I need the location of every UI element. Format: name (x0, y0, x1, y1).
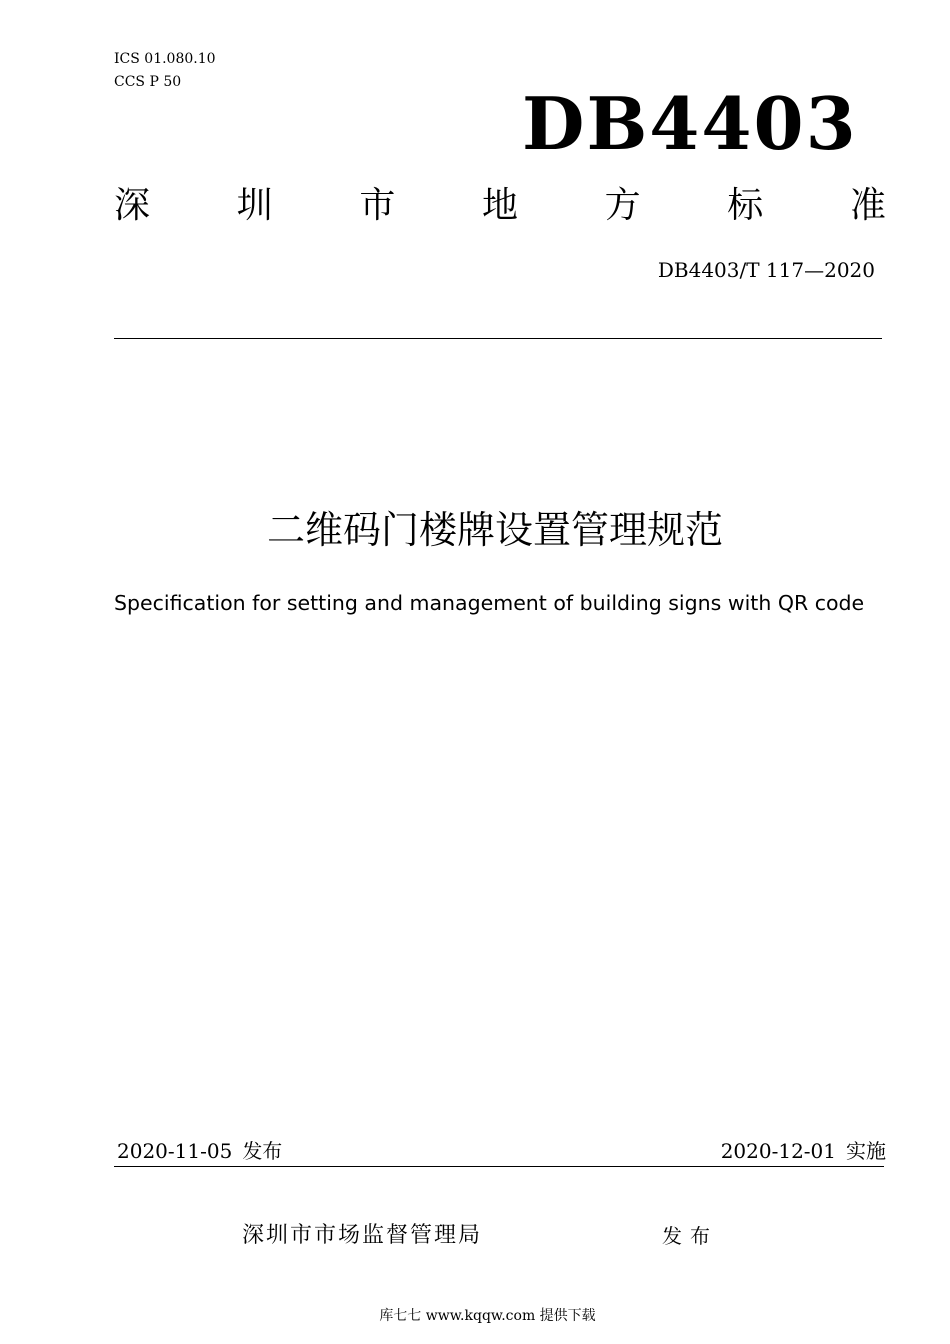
issuer-name: 深圳市市场监督管理局 (242, 1223, 483, 1248)
standard-type-char: 准 (849, 185, 886, 226)
standard-type-char: 深 (114, 185, 151, 226)
issue-label: 发布 (242, 1139, 283, 1163)
issuer-action: 发布 (662, 1224, 718, 1248)
standard-type (114, 182, 886, 230)
standard-number: DB4403/T 117—2020 (657, 258, 875, 282)
implementation-date-block (721, 1136, 886, 1166)
standard-logo: DB4403 (522, 81, 858, 166)
title-english: Specification for setting and management of building signs with QR code (114, 591, 865, 615)
standard-type-char: 市 (359, 185, 396, 226)
classification-codes (114, 48, 216, 94)
standard-type-char: 圳 (236, 185, 273, 226)
issue-date-block (117, 1136, 282, 1166)
implementation-date: 2020-12-01 (720, 1139, 836, 1163)
standard-type-char: 标 (727, 185, 764, 226)
standard-type-char: 方 (604, 185, 641, 226)
ics-code: ICS 01.080.10 (114, 51, 216, 67)
ccs-code: CCS P 50 (114, 74, 182, 90)
header-divider (114, 338, 882, 339)
issue-date: 2020-11-05 (117, 1139, 233, 1163)
standard-type-char: 地 (481, 185, 518, 226)
download-footer: 库七七 www.kqqw.com 提供下载 (379, 1308, 596, 1324)
title-chinese: 二维码门楼牌设置管理规范 (266, 508, 723, 552)
implementation-label: 实施 (846, 1139, 886, 1163)
footer-divider (114, 1166, 884, 1167)
